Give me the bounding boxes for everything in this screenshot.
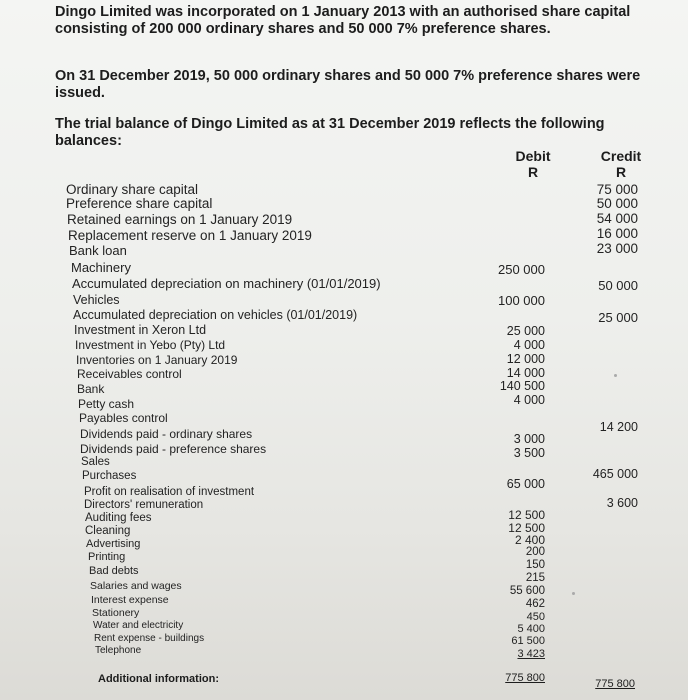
row-credit-amount: 23 000 bbox=[596, 241, 638, 256]
row-label: Bank bbox=[77, 382, 105, 396]
row-label: Stationery bbox=[92, 607, 140, 619]
row-label: Printing bbox=[88, 551, 126, 563]
row-label: Inventories on 1 January 2019 bbox=[76, 353, 238, 367]
row-debit-amount: 100 000 bbox=[498, 293, 545, 308]
intro-paragraph-3: The trial balance of Dingo Limited as at 31 December 2019 reflects the following balances: bbox=[55, 116, 605, 149]
row-debit-amount: 12 500 bbox=[508, 508, 545, 522]
credit-header-unit: R bbox=[615, 164, 627, 180]
row-debit-amount: 65 000 bbox=[506, 477, 545, 491]
row-debit-amount: 462 bbox=[525, 598, 545, 610]
row-credit-amount: 75 000 bbox=[596, 182, 638, 197]
row-label: Investment in Xeron Ltd bbox=[74, 323, 207, 337]
intro-paragraph-1: Dingo Limited was incorporated on 1 January 2013 with an authorised share capital consisting of 200 000 ordinary shares and 50 000 7% preference shares. bbox=[55, 4, 631, 37]
row-label: Machinery bbox=[71, 260, 131, 275]
row-label: Dividends paid - preference shares bbox=[80, 442, 267, 456]
speck-mark bbox=[572, 592, 575, 595]
intro-paragraph-2: On 31 December 2019, 50 000 ordinary shares and 50 000 7% preference shares were issued. bbox=[55, 68, 641, 101]
row-label: Dividends paid - ordinary shares bbox=[80, 427, 253, 441]
row-label: Receivables control bbox=[77, 367, 182, 381]
row-debit-amount: 2 400 bbox=[514, 533, 545, 547]
row-label: Rent expense - buildings bbox=[94, 633, 205, 644]
row-label: Directors' remuneration bbox=[84, 499, 204, 511]
row-debit-amount: 215 bbox=[525, 572, 545, 584]
row-debit-amount: 55 600 bbox=[509, 585, 545, 597]
row-label: Auditing fees bbox=[85, 512, 152, 524]
row-debit-amount: 12 000 bbox=[506, 352, 545, 366]
speck-mark bbox=[614, 374, 617, 377]
row-label: Investment in Yebo (Pty) Ltd bbox=[75, 338, 226, 352]
total-credit: 775 800 bbox=[595, 678, 635, 690]
row-label: Interest expense bbox=[91, 594, 169, 606]
row-label: Ordinary share capital bbox=[66, 182, 199, 197]
row-label: Bank loan bbox=[69, 243, 127, 258]
row-credit-amount: 14 200 bbox=[599, 420, 638, 434]
row-label: Sales bbox=[81, 456, 110, 468]
row-label: Accumulated depreciation on machinery (01/01/2019) bbox=[72, 276, 381, 291]
row-label: Bad debts bbox=[89, 565, 139, 577]
row-debit-amount: 5 400 bbox=[517, 623, 545, 635]
row-debit-amount: 4 000 bbox=[513, 338, 545, 352]
row-debit-amount: 200 bbox=[525, 546, 545, 558]
row-credit-amount: 25 000 bbox=[598, 310, 638, 325]
row-label: Preference share capital bbox=[66, 196, 213, 211]
row-label: Payables control bbox=[79, 411, 168, 425]
row-label: Cleaning bbox=[85, 525, 131, 537]
row-credit-amount: 16 000 bbox=[596, 226, 638, 241]
row-credit-amount: 54 000 bbox=[596, 211, 638, 226]
debit-column-header bbox=[503, 148, 563, 180]
credit-column-header bbox=[591, 148, 651, 180]
row-label: Purchases bbox=[82, 470, 137, 482]
row-debit-amount: 4 000 bbox=[513, 393, 545, 407]
row-debit-amount: 12 500 bbox=[508, 521, 545, 535]
row-label: Advertising bbox=[86, 538, 141, 550]
row-label: Profit on realisation of investment bbox=[84, 486, 255, 498]
additional-information-label: Additional information: bbox=[98, 673, 219, 685]
row-label: Retained earnings on 1 January 2019 bbox=[67, 212, 293, 227]
row-credit-amount: 3 600 bbox=[606, 496, 638, 510]
row-label: Replacement reserve on 1 January 2019 bbox=[68, 228, 312, 243]
row-debit-amount: 140 500 bbox=[499, 379, 545, 393]
credit-header-label: Credit bbox=[600, 148, 642, 164]
row-debit-amount: 250 000 bbox=[498, 262, 545, 277]
row-label: Salaries and wages bbox=[90, 580, 182, 592]
row-label: Water and electricity bbox=[93, 620, 184, 631]
row-label: Accumulated depreciation on vehicles (01/01/2019) bbox=[73, 308, 358, 322]
row-label: Telephone bbox=[95, 645, 142, 656]
row-debit-amount: 14 000 bbox=[506, 366, 545, 380]
row-debit-amount: 3 000 bbox=[513, 432, 545, 446]
total-debit: 775 800 bbox=[505, 672, 545, 684]
row-debit-amount: 3 500 bbox=[513, 446, 545, 460]
row-label: Vehicles bbox=[73, 293, 120, 307]
debit-header-label: Debit bbox=[515, 148, 551, 164]
row-debit-amount: 25 000 bbox=[506, 324, 545, 338]
row-credit-amount: 50 000 bbox=[598, 278, 638, 293]
row-debit-amount: 450 bbox=[526, 611, 545, 623]
row-debit-amount: 150 bbox=[525, 559, 545, 571]
debit-header-unit: R bbox=[527, 164, 539, 180]
row-debit-amount: 3 423 bbox=[517, 648, 545, 660]
row-credit-amount: 50 000 bbox=[596, 196, 638, 211]
row-debit-amount: 61 500 bbox=[511, 635, 545, 647]
row-credit-amount: 465 000 bbox=[592, 467, 638, 481]
row-label: Petty cash bbox=[78, 397, 135, 411]
